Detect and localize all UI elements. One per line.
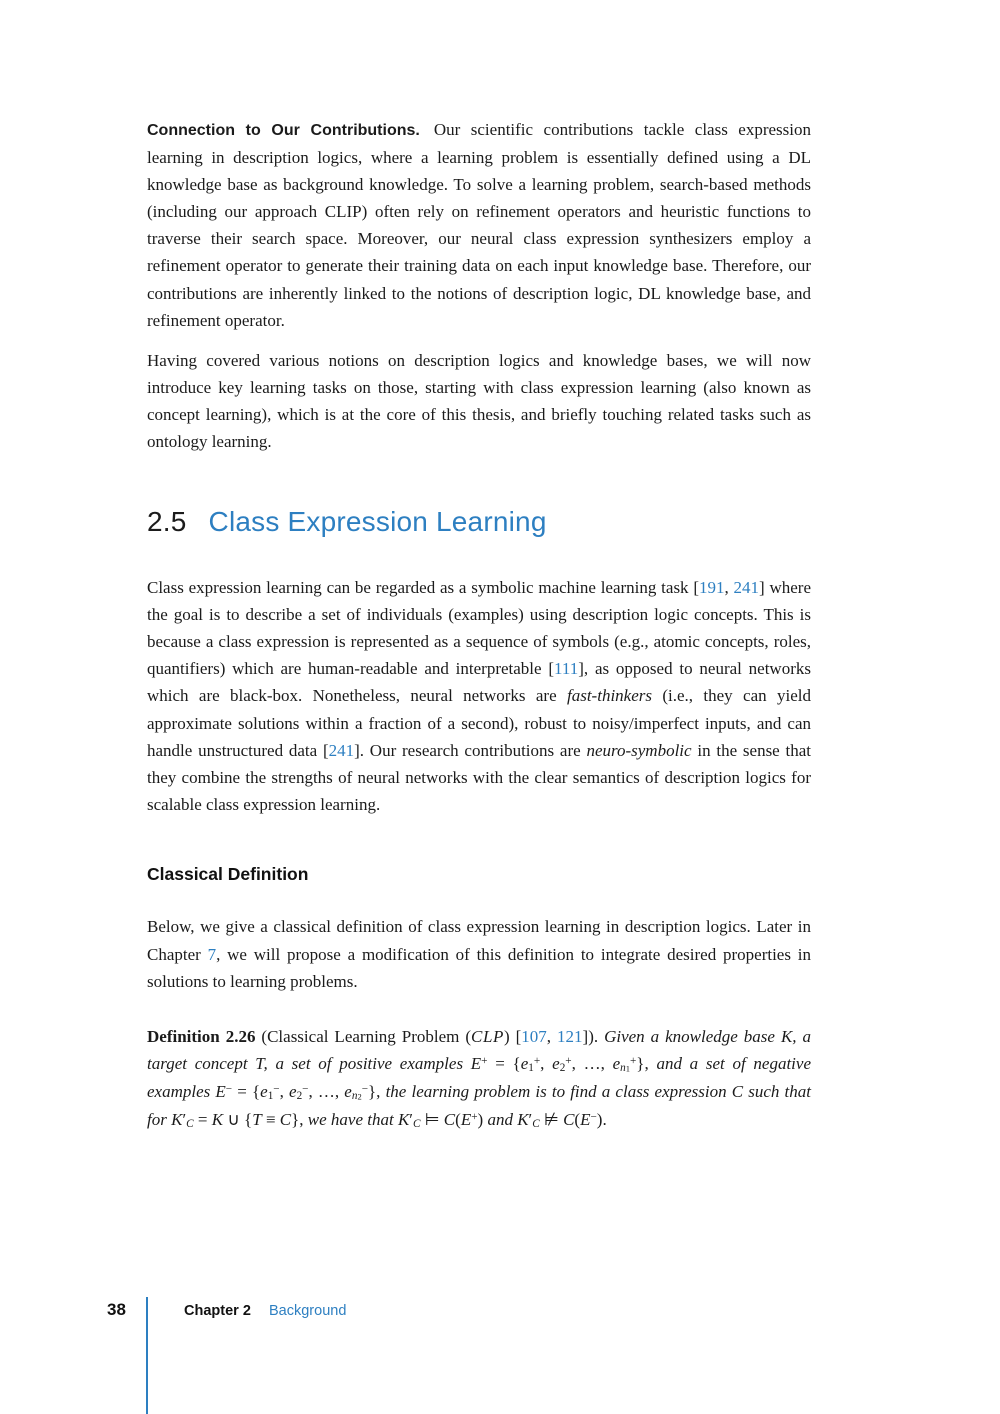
text-run: 1 bbox=[625, 1064, 630, 1075]
text-run: K bbox=[397, 1109, 410, 1129]
text-run: ]. Our research contributions are bbox=[354, 740, 587, 760]
text-run: ⊭ bbox=[539, 1109, 564, 1129]
text-run: ) [ bbox=[504, 1026, 522, 1046]
text-run: C bbox=[443, 1109, 456, 1129]
text-run: ′ bbox=[528, 1109, 533, 1129]
footer-rule bbox=[146, 1297, 148, 1414]
text-run: }, bbox=[636, 1054, 657, 1074]
text-run: + bbox=[481, 1055, 488, 1068]
text-run: e bbox=[344, 1081, 352, 1101]
footer-chapter-title-link[interactable]: Background bbox=[269, 1303, 347, 1319]
text-run: , a target concept bbox=[147, 1026, 812, 1074]
text-run: e bbox=[260, 1081, 268, 1101]
text-run: (i.e., they can yield approximate solutions within a fraction of a second), robust to noisy/imperfect inputs, and can handle unstructured data [ bbox=[147, 686, 812, 760]
text-run: T bbox=[252, 1109, 262, 1129]
text-run: ⊨ bbox=[420, 1109, 444, 1129]
text-run: 2 bbox=[357, 1091, 362, 1102]
text-run: 1 bbox=[267, 1089, 274, 1102]
text-run: + bbox=[471, 1110, 478, 1123]
section-title: Class Expression Learning bbox=[208, 505, 547, 537]
text-run: E bbox=[215, 1081, 226, 1101]
paragraph-classical-intro bbox=[147, 913, 811, 995]
text-run: , bbox=[724, 577, 734, 597]
text-run: , …, bbox=[571, 1054, 613, 1074]
text-run: C bbox=[186, 1117, 194, 1130]
text-run: + bbox=[565, 1055, 572, 1068]
paragraph-transition: Having covered various notions on description logics and knowledge bases, we will now introduce key learning tasks on those, starting with class expression learning (also known as concept learning), which is at the core of this thesis, and briefly touching related tasks such as ontology learning. bbox=[147, 350, 811, 452]
definition-2-26 bbox=[147, 1023, 811, 1133]
text-run: and bbox=[487, 1109, 518, 1129]
text-run: ], as opposed to neural networks which are black-box. Nonetheless, neural networks are bbox=[147, 659, 811, 706]
citation-link[interactable]: 111 bbox=[554, 659, 579, 679]
text-run: , …, bbox=[308, 1081, 345, 1101]
text-run: , we will propose a modification of this definition to integrate desired properties in solutions to learning problems. bbox=[147, 944, 811, 991]
text-run: − bbox=[273, 1082, 280, 1095]
paragraph-cel-intro bbox=[147, 574, 811, 819]
text-run: (Classical Learning Problem ( bbox=[255, 1026, 472, 1046]
text-run: Our scientific contributions tackle class expression learning in description logics, where a learning problem is essentially defined using a DL knowledge base as background knowledge. To solve a learning problem, search-based methods (including our approach CLIP) often rely on refinement operators and heuristic functions to traverse their search space. Moreover, our neural class expression synthesizers employ a refinement operator to generate their training data on each input knowledge base. Therefore, our contributions are inherently linked to the notions of description logic, DL knowledge base, and refinement operator. bbox=[147, 120, 812, 330]
text-run: K bbox=[171, 1109, 183, 1129]
text-run: K bbox=[517, 1109, 529, 1129]
page-footer bbox=[0, 1295, 1000, 1414]
text-run: ) bbox=[477, 1109, 488, 1129]
text-run: , a set of positive examples bbox=[263, 1054, 471, 1074]
text-run: ( bbox=[574, 1109, 581, 1129]
text-run: , bbox=[279, 1081, 290, 1101]
text-run: = { bbox=[487, 1054, 521, 1074]
text-run: C bbox=[563, 1109, 575, 1129]
text-run: e bbox=[289, 1081, 297, 1101]
subsection-heading: Classical Definition bbox=[147, 864, 309, 885]
text-run: Definition 2.26 bbox=[147, 1026, 256, 1046]
section-number: 2.5 bbox=[147, 505, 187, 537]
text-run: T bbox=[255, 1054, 264, 1074]
text-run: C bbox=[413, 1117, 421, 1130]
text-run: − bbox=[302, 1082, 309, 1095]
paragraph-connection-to-contributions bbox=[147, 116, 811, 334]
text-run: 2 bbox=[296, 1089, 303, 1102]
text-run: 2 bbox=[559, 1062, 566, 1075]
citation-link[interactable]: 241 bbox=[328, 740, 355, 760]
text-run: , bbox=[546, 1026, 558, 1046]
text-run: in the sense that they combine the strengths of neural networks with the clear semantics of description logics for scalable class expression learning. bbox=[147, 740, 812, 815]
text-run: E bbox=[460, 1109, 472, 1129]
text-run: Class expression learning can be regarded as a symbolic machine learning task [ bbox=[147, 577, 699, 597]
text-run: e bbox=[520, 1054, 529, 1074]
text-run: C bbox=[279, 1109, 292, 1129]
text-run: + bbox=[533, 1055, 541, 1068]
text-run: ∪ { bbox=[223, 1109, 253, 1129]
text-run: Connection to Our Contributions. bbox=[147, 122, 420, 139]
page-number: 38 bbox=[107, 1300, 126, 1319]
footer-chapter-label: Chapter 2 bbox=[184, 1303, 251, 1319]
text-run: C bbox=[731, 1081, 744, 1101]
text-run: neuro-symbolic bbox=[586, 740, 692, 760]
citation-link[interactable]: 7 bbox=[207, 944, 217, 964]
text-run: e bbox=[552, 1054, 560, 1074]
text-run: K bbox=[211, 1109, 224, 1129]
text-run: + bbox=[629, 1055, 637, 1068]
text-run: − bbox=[225, 1082, 233, 1095]
text-run: fast-thinkers bbox=[567, 686, 652, 706]
text-run: e bbox=[612, 1054, 621, 1074]
text-run: }, bbox=[291, 1109, 308, 1129]
text-run: }, bbox=[368, 1081, 386, 1101]
text-run: ≡ bbox=[261, 1109, 280, 1129]
text-run: ] where the goal is to describe a set of individuals (examples) using description logic concepts. This is because a class expression is represented as a sequence of symbols (e.g., atomic concepts, roles, quantifiers) which are human-readable and interpretable [ bbox=[147, 577, 811, 679]
text-run: ]). bbox=[582, 1026, 605, 1046]
text-run: , bbox=[540, 1054, 553, 1074]
text-run: E bbox=[470, 1054, 482, 1074]
text-run: such that for bbox=[147, 1081, 812, 1129]
text-run: − bbox=[590, 1110, 597, 1123]
text-run: ′ bbox=[409, 1109, 413, 1129]
text-run: ( bbox=[455, 1109, 461, 1129]
text-run: = { bbox=[232, 1081, 261, 1101]
citation-link[interactable]: 107 bbox=[521, 1026, 547, 1046]
text-run: 1 bbox=[528, 1062, 534, 1075]
text-run: ). bbox=[596, 1109, 607, 1129]
section-heading bbox=[147, 506, 811, 538]
page-content bbox=[147, 116, 811, 1133]
text-run: = bbox=[193, 1109, 212, 1129]
text-run: K bbox=[780, 1026, 793, 1046]
text-run: we have that bbox=[307, 1109, 398, 1129]
text-run: − bbox=[361, 1082, 369, 1095]
text-run: Below, we give a classical definition of class expression learning in description logics. Later in Chapter bbox=[147, 917, 811, 964]
text-run: and a set of negative examples bbox=[147, 1054, 811, 1101]
text-run: the learning problem is to find a class expression bbox=[385, 1081, 732, 1101]
text-run: n bbox=[620, 1062, 626, 1075]
text-run: ′ bbox=[182, 1109, 187, 1129]
text-run: C bbox=[532, 1117, 540, 1130]
citation-link[interactable]: 191 bbox=[699, 577, 725, 597]
citation-link[interactable]: 241 bbox=[733, 577, 760, 597]
text-run: n bbox=[351, 1089, 358, 1102]
text-run: Given a knowledge base bbox=[604, 1026, 781, 1046]
text-run: E bbox=[580, 1109, 591, 1129]
text-run: CLP bbox=[471, 1026, 504, 1046]
citation-link[interactable]: 121 bbox=[557, 1026, 583, 1046]
